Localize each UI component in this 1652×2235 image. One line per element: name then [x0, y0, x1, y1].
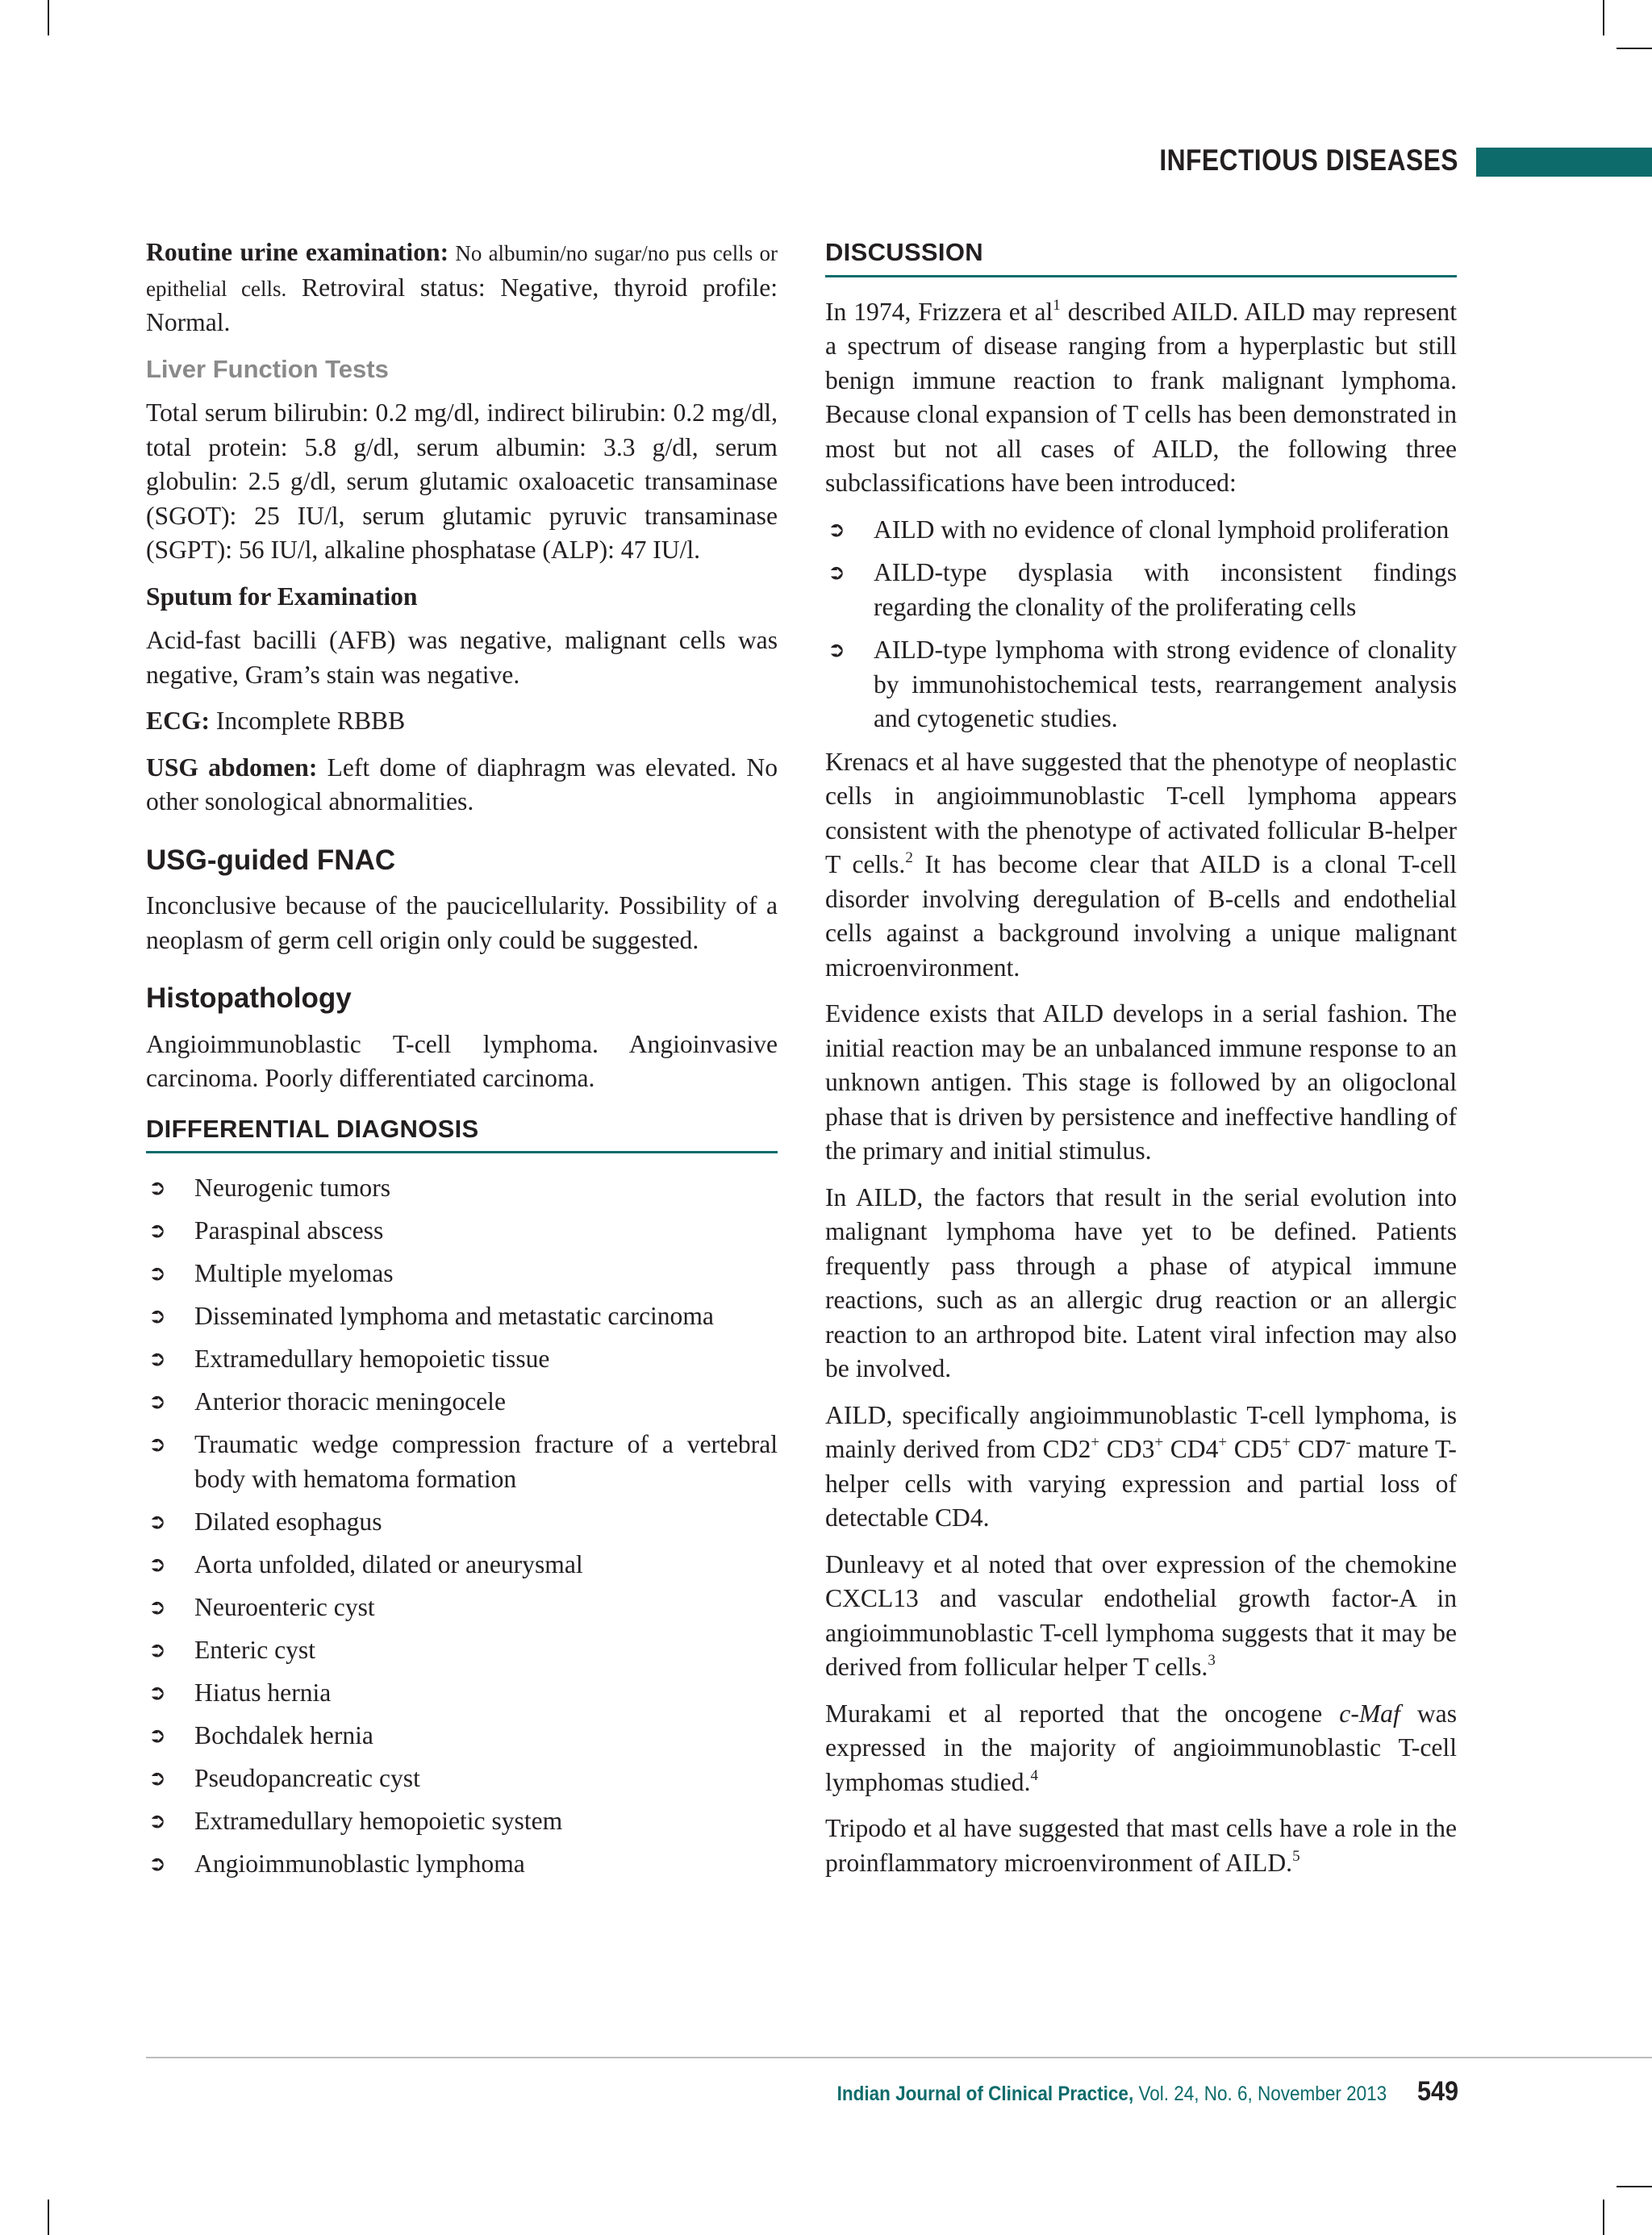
discussion-paragraph-4: In AILD, the factors that result in the serial evolution into malignant lymphoma have yet to be defined. Patients frequently pass through a phase of atypical immune reactions, such as an allergic drug reaction or an allergic reaction to an arthropod bite. Latent viral infection may also be involved.: [825, 1182, 1457, 1382]
circled-arrow-bullet-icon: ➲: [148, 1219, 166, 1243]
reference-marker: 5: [1292, 1847, 1300, 1865]
section-accent-bar: [1476, 148, 1652, 177]
circled-arrow-bullet-icon: ➲: [148, 1261, 166, 1286]
discussion-paragraph-6: Dunleavy et al noted that over expression of the chemokine CXCL13 and vascular endothelial growth factor-A in angioimmunoblastic T-cell lymphoma suggests that it may be derived from follicular helper T cells.$^3$: [825, 1549, 1457, 1681]
footer-divider: [146, 2057, 1652, 2058]
circled-arrow-bullet-icon: ➲: [828, 561, 845, 585]
circled-arrow-bullet-icon: ➲: [828, 638, 845, 662]
sputum-heading: Sputum for Examination: [146, 582, 418, 611]
right-column: [825, 236, 1457, 1892]
circled-arrow-bullet-icon: ➲: [148, 1808, 166, 1833]
list-item: ➲ Extramedullary hemopoietic tissue: [146, 1342, 778, 1377]
crop-mark: [48, 0, 49, 35]
discussion-paragraph-8: Tripodo et al have suggested that mast cells have a role in the proinflammatory microenvironment of AILD.$^5$: [825, 1814, 1457, 1877]
sputum-paragraph: Acid-fast bacilli (AFB) was negative, malignant cells was negative, Gram’s stain was negative.: [146, 626, 778, 689]
discussion-paragraph-3: Evidence exists that AILD develops in a serial fashion. The initial reaction may be an unbalanced immune response to an unknown antigen. This stage is followed by an oligoclonal phase that is driven by persistence and ineffective handling of the primary and initial stimulus.: [825, 999, 1457, 1165]
journal-name: Indian Journal of Clinical Practice,: [836, 2083, 1134, 2105]
urine-text: Retroviral status: Negative, thyroid profile: Normal.: [146, 273, 778, 336]
gene-name: c-Maf: [1339, 1699, 1400, 1728]
lft-paragraph: Total serum bilirubin: 0.2 mg/dl, indirect bilirubin: 0.2 mg/dl, total protein: 5.8 g/dl, serum albumin: 3.3 g/dl, serum globulin: 2.5 g/dl, serum glutamic oxaloacetic transaminase (SGOT): 25 IU/l, serum glutamic pyruvic transaminase (SGPT): 56 IU/l, alkaline phosphatase (ALP): 47 IU/l.: [146, 398, 778, 564]
reference-marker: 4: [1030, 1766, 1038, 1784]
list-item: ➲ Disseminated lymphoma and metastatic carcinoma: [146, 1299, 778, 1334]
list-item: ➲ Angioimmunoblastic lymphoma: [146, 1847, 778, 1882]
histopathology-heading: Histopathology: [146, 982, 352, 1014]
circled-arrow-bullet-icon: ➲: [148, 1595, 166, 1620]
list-item: ➲ Neuroenteric cyst: [146, 1591, 778, 1625]
reference-marker: 3: [1208, 1652, 1216, 1669]
list-item: ➲ Multiple myelomas: [146, 1257, 778, 1291]
list-item: ➲ Neurogenic tumors: [146, 1171, 778, 1206]
discussion-paragraph-7: Murakami et al reported that the oncogene c-Maf was expressed in the majority of angioimmunoblastic T-cell lymphomas studied.$^4$: [825, 1699, 1457, 1796]
circled-arrow-bullet-icon: ➲: [828, 517, 845, 542]
urine-paragraph: [146, 236, 778, 340]
circled-arrow-bullet-icon: ➲: [148, 1851, 166, 1876]
list-item: ➲ Hiatus hernia: [146, 1676, 778, 1711]
discussion-paragraph-2: Krenacs et al have suggested that the phenotype of neoplastic cells in angioimmunoblastic T-cell lymphoma appears consistent with the phenotype of activated follicular B-helper T cells.$^2$ It has become clear that AILD is a clonal T-cell disorder involving deregulation of B-cells and endothelial cells against a background involving a unique malignant microenvironment.: [825, 747, 1458, 982]
circled-arrow-bullet-icon: ➲: [148, 1552, 166, 1577]
histopathology-paragraph: Angioimmunoblastic T-cell lymphoma. Angioinvasive carcinoma. Poorly differentiated carcinoma.: [146, 1029, 778, 1092]
urine-label: Routine urine examination:: [146, 238, 449, 266]
page-number: 549: [1416, 2076, 1458, 2107]
discussion-paragraph-1: In 1974, Frizzera et $al^1$ described AILD. AILD may represent a spectrum of disease ranging from a hyperplastic but still benign immune reaction to frank malignant lymphoma. Because clonal expansion of T cells has been demonstrated in most but not all cases of AILD, the following three subclassifications have been introduced:: [825, 296, 1457, 497]
list-item: ➲ Aorta unfolded, dilated or aneurysmal: [146, 1548, 778, 1582]
crop-mark: [1617, 2186, 1652, 2187]
differential-diagnosis-list: [146, 1171, 778, 1881]
list-item: ➲ Traumatic wedge compression fracture of a vertebral body with hematoma formation: [146, 1428, 778, 1496]
discussion-paragraph-5: AILD, specifically angioimmunoblastic T-cell lymphoma, is mainly derived from CD2+ CD3+ CD4+ CD5+ CD7- mature T-helper cells with varying expression and partial loss of detectable CD4.: [825, 1400, 1457, 1532]
crop-mark: [1617, 48, 1652, 49]
fnac-heading: USG-guided FNAC: [146, 844, 396, 876]
fnac-paragraph: Inconclusive because of the paucicellularity. Possibility of a neoplasm of germ cell origin only could be suggested.: [146, 891, 778, 954]
list-item: ➲ Dilated esophagus: [146, 1505, 778, 1540]
lft-heading: Liver Function Tests: [146, 354, 389, 383]
list-item: ➲ Extramedullary hemopoietic system: [146, 1804, 778, 1839]
urine-small-text: No albumin/no sugar/no pus cells or epithelial cells.: [146, 241, 778, 301]
circled-arrow-bullet-icon: ➲: [148, 1432, 166, 1457]
circled-arrow-bullet-icon: ➲: [148, 1637, 166, 1662]
circled-arrow-bullet-icon: ➲: [148, 1176, 166, 1200]
section-title: INFECTIOUS DISEASES: [1159, 144, 1458, 177]
journal-issue: Vol. 24, No. 6, November 2013: [1133, 2083, 1387, 2105]
left-column: [146, 236, 778, 1890]
circled-arrow-bullet-icon: ➲: [148, 1347, 166, 1371]
circled-arrow-bullet-icon: ➲: [148, 1723, 166, 1748]
crop-mark: [48, 2200, 49, 2235]
subclassification-list: [825, 513, 1457, 736]
discussion-heading: DISCUSSION: [825, 236, 1457, 277]
ecg-paragraph: [146, 704, 778, 739]
differential-diagnosis-heading: DIFFERENTIAL DIAGNOSIS: [146, 1112, 778, 1154]
list-item: ➲ Enteric cyst: [146, 1633, 778, 1668]
list-item: ➲ AILD-type lymphoma with strong evidence of clonality by immunohistochemical tests, rearrangement analysis and cytogenetic studies.: [825, 633, 1457, 736]
ecg-text: Incomplete RBBB: [209, 707, 406, 735]
reference-marker: 1: [1053, 296, 1061, 314]
crop-mark: [1603, 0, 1604, 35]
usg-paragraph: [146, 751, 778, 819]
crop-mark: [1603, 2200, 1604, 2235]
ecg-label: ECG:: [146, 707, 210, 735]
usg-label: USG abdomen:: [146, 753, 318, 782]
circled-arrow-bullet-icon: ➲: [148, 1390, 166, 1414]
circled-arrow-bullet-icon: ➲: [148, 1680, 166, 1705]
reference-marker: 2: [905, 849, 913, 866]
circled-arrow-bullet-icon: ➲: [148, 1766, 166, 1791]
list-item: ➲ AILD with no evidence of clonal lymphoid proliferation: [825, 513, 1457, 548]
list-item: ➲ Pseudopancreatic cyst: [146, 1762, 778, 1796]
circled-arrow-bullet-icon: ➲: [148, 1509, 166, 1534]
list-item: ➲ Bochdalek hernia: [146, 1719, 778, 1753]
usg-text: Left dome of diaphragm was elevated. No other sonological abnormalities.: [146, 753, 778, 815]
footer: [837, 2076, 1458, 2108]
list-item: ➲ AILD-type dysplasia with inconsistent findings regarding the clonality of the proliferating cells: [825, 556, 1457, 624]
list-item: ➲ Anterior thoracic meningocele: [146, 1385, 778, 1420]
list-item: ➲ Paraspinal abscess: [146, 1214, 778, 1249]
circled-arrow-bullet-icon: ➲: [148, 1304, 166, 1328]
